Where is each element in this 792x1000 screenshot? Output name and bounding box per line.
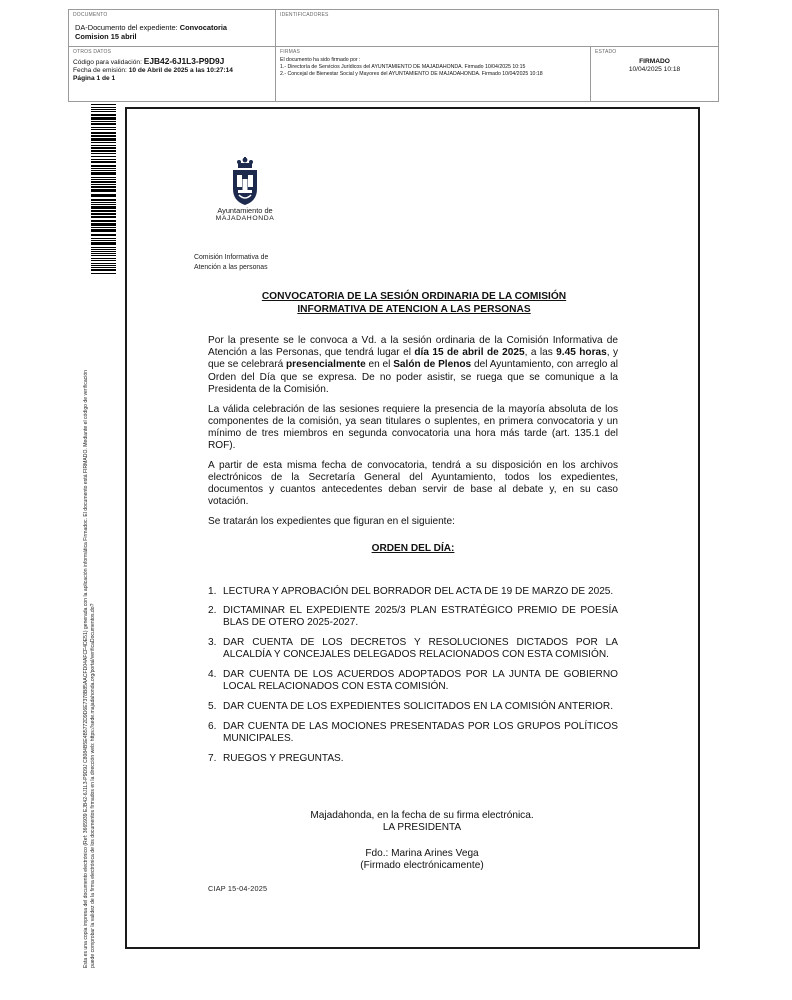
documento-cell (69, 10, 276, 47)
identificadores-label: IDENTIFICADORES (280, 12, 329, 18)
agenda-item-number: 4. (208, 669, 217, 681)
comision-line-1: Comisión Informativa de (194, 254, 269, 261)
document-body (208, 335, 618, 772)
otros-datos-text (73, 57, 233, 84)
agenda-item-number: 2. (208, 605, 217, 617)
estado-label: ESTADO (595, 49, 617, 55)
document-title (190, 291, 638, 316)
agenda-item-text: LECTURA Y APROBACIÓN DEL BORRADOR DEL ACTA DE 19 DE MARZO DE 2025. (223, 585, 614, 597)
agenda-item (208, 669, 618, 693)
estado-date: 10/04/2025 10:18 (628, 66, 681, 74)
codigo-label: Código para validación: (73, 59, 142, 66)
logo-text-line-1: Ayuntamiento de (217, 206, 273, 215)
agenda-item (208, 637, 618, 661)
p1-modality: presencialmente (286, 359, 366, 371)
paragraph-quorum: La válida celebración de las sesiones requiere la presencia de la mayoría absoluta de los componentes de la comisión, ya sean titulares o suplentes, en primera convocatoria y un mínimo de tres miembros en segunda convocatoria una hora más tarde (art. 135.1 del ROF). (208, 403, 618, 452)
agenda-item-text: DICTAMINAR EL EXPEDIENTE 2025/3 PLAN ESTRATÉGICO PREMIO DE POESÍA BLAS DE OTERO 2025-2027. (223, 605, 618, 629)
comision-line-2: Atención a las personas (194, 263, 268, 271)
p1-venue: Salón de Plenos (393, 359, 472, 371)
identificadores-cell (276, 10, 718, 47)
agenda-item (208, 721, 618, 745)
orden-del-dia-heading: ORDEN DEL DÍA: (371, 543, 455, 555)
agenda-list (208, 586, 618, 765)
agenda-item-number: 5. (208, 700, 217, 712)
coat-of-arms-icon (229, 157, 261, 207)
comision-heading (194, 253, 268, 272)
document-header-table (68, 9, 719, 102)
documento-name-1: Convocatoria (179, 23, 228, 32)
paragraph-expedientes: Se tratarán los expedientes que figuran en el siguiente: (208, 516, 455, 528)
estado-value: FIRMADO (639, 58, 670, 65)
title-line-1: CONVOCATORIA DE LA SESIÓN ORDINARIA DE LA COMISIÓN (261, 291, 567, 302)
signature-name: Fdo.: Marina Arines Vega (365, 848, 479, 859)
agenda-item-number: 6. (208, 720, 217, 732)
ciap-reference: CIAP 15-04-2025 (208, 884, 268, 893)
firmas-intro: El documento ha sido firmado por : (280, 57, 361, 63)
p1-text-i: del Ayuntamiento, con arreglo al Orden del Día que se expresa. De no poder asistir, se ruega que se comunique a la Presidenta de la Comisión. (208, 359, 619, 395)
majadahonda-logo (212, 157, 278, 231)
p1-time: 9.45 horas (556, 347, 607, 359)
agenda-item-text: RUEGOS Y PREGUNTAS. (223, 752, 344, 764)
paragraph-archivos: A partir de esta misma fecha de convocatoria, tendrá a su disposición en los archivos electrónicos de la Secretaría General del Ayuntamiento, todos los expedientes, documentos y cuantos antecedentes deban servir de base al debate y, en su caso votación. (208, 459, 618, 508)
fecha-emision: 10 de Abril de 2025 a las 10:27:14 (128, 67, 233, 75)
documento-text (75, 23, 227, 41)
firma-1: 1.- Directoría de Servicios Jurídicos del AYUNTAMIENTO DE MAJADAHONDA. Firmado 10/04/2025 10:15 (280, 63, 526, 70)
agenda-item-text: DAR CUENTA DE LOS EXPEDIENTES SOLICITADOS EN LA COMISIÓN ANTERIOR. (223, 700, 613, 712)
documento-prefix: DA-Documento del expediente: (75, 23, 178, 32)
fecha-label: Fecha de emisión: (73, 67, 127, 75)
agenda-item (208, 701, 618, 713)
otros-datos-cell (69, 47, 276, 102)
p1-text-a: Por la presente se le convoca a Vd. a la sesión ordinaria de la Comisión Informativa de Atención a las Personas, que tendrá lugar el (208, 335, 618, 359)
agenda-item-number: 3. (208, 637, 217, 649)
p1-text-g: en el (365, 359, 394, 371)
paragraph-convocatoria (208, 335, 618, 396)
signature-role: LA PRESIDENTA (382, 822, 462, 834)
pagina-count: Página 1 de 1 (73, 75, 116, 83)
p1-date: día 15 de abril de 2025 (414, 347, 525, 359)
agenda-item-text: DAR CUENTA DE LAS MOCIONES PRESENTADAS POR LOS GRUPOS POLÍTICOS MUNICIPALES. (223, 720, 618, 744)
estado-text (591, 58, 718, 74)
documento-name-2: Comision 15 abril (75, 32, 137, 41)
agenda-item (208, 605, 618, 629)
logo-text-line-2: MAJADAHONDA (215, 215, 275, 222)
title-line-2: INFORMATIVA DE ATENCION A LAS PERSONAS (297, 303, 531, 315)
p1-text-c: , a las (524, 347, 557, 359)
agenda-item (208, 753, 618, 765)
firma-2: 2.- Concejal de Bienestar Social y Mayores del AYUNTAMIENTO DE MAJADAHONDA. Firmado 10/04/2025 10:18 (280, 70, 543, 77)
signature-name-block (208, 848, 636, 872)
signature-place-date: Majadahonda, en la fecha de su firma electrónica. (310, 810, 534, 821)
agenda-item (208, 586, 618, 598)
signature-block (208, 810, 636, 834)
agenda-item-number: 1. (208, 585, 217, 597)
firmas-cell (276, 47, 591, 102)
codigo-validacion[interactable]: EJB42-6J1L3-P9D9J (143, 56, 225, 66)
verification-side-text (83, 278, 97, 968)
agenda-item-text: DAR CUENTA DE LOS ACUERDOS ADOPTADOS POR LA JUNTA DE GOBIERNO LOCAL RELACIONADOS CON ESTA COMISIÓN. (223, 669, 618, 693)
agenda-item-number: 7. (208, 752, 217, 764)
firmas-label: FIRMAS (280, 49, 301, 55)
side-text-line-2: puede comprobar la validez de la firma electrónica de los documentos firmados en la dirección web: https://sede.majadahonda.org/portal/verificaDocumentos.do? (90, 603, 96, 968)
signature-note: (Firmado electrónicamente) (360, 860, 484, 872)
documento-label: DOCUMENTO (73, 12, 108, 18)
firmas-text (280, 57, 543, 77)
p1-text-e: , y que se celebrará (208, 347, 619, 371)
barcode-image (91, 104, 116, 276)
agenda-item-text: DAR CUENTA DE LOS DECRETOS Y RESOLUCIONES DICTADOS POR LA ALCALDÍA Y CONCEJALES DELEGADOS RELACIONADOS CON ESTA COMISIÓN. (223, 637, 618, 661)
side-text-line-1: Esta es una copia impresa del documento electrónico (Ref: 3665939 EJB42-6J1L3-P9D9J C8084B5E4B5772D9D6E7378B85AACFD04AFCF4DE51) generada con la aplicación informática Firmadoc. El documento está FIRMADO. Mediante el código de verificación (83, 370, 89, 968)
estado-cell (591, 47, 718, 102)
otros-datos-label: OTROS DATOS (73, 49, 112, 55)
